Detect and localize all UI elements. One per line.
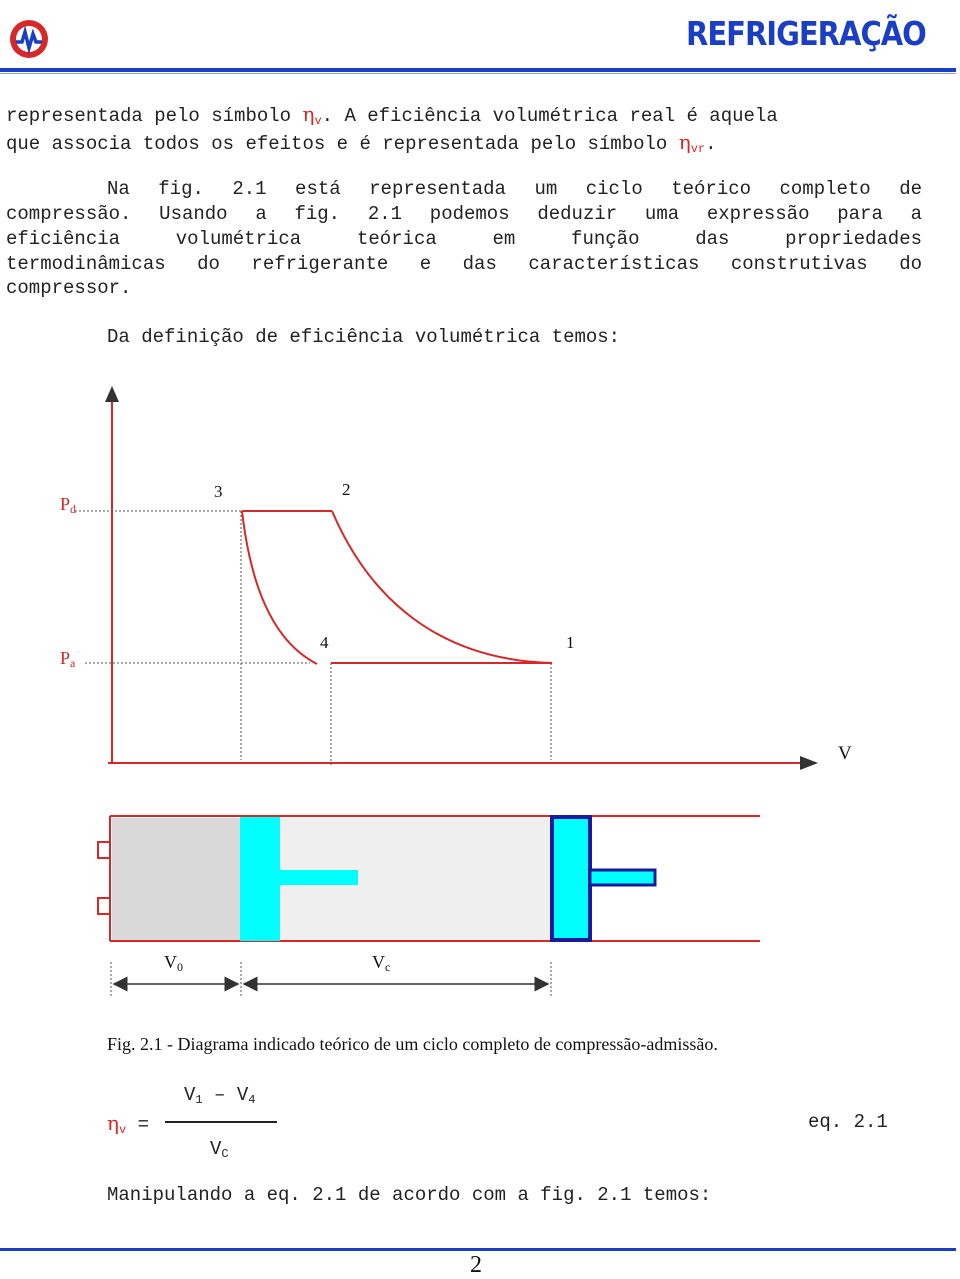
- point-3-label: 3: [214, 482, 223, 501]
- v0-label: $V_0$: [164, 952, 183, 974]
- eta-symbol: η: [302, 102, 315, 126]
- point-4-label: 4: [320, 633, 329, 652]
- body-line: compressão. Usando a fig. 2.1 podemos deduzir uma expressão para a: [6, 203, 922, 225]
- volume-axis-label: V: [838, 743, 852, 764]
- valve-top: [98, 842, 110, 858]
- body-line: compressor.: [6, 277, 132, 299]
- vc-label: $V_c$: [372, 952, 391, 974]
- eta-symbol: η: [678, 130, 691, 154]
- body-line: que associa todos os efeitos e é representada pelo símbolo $\eta_{vr}$.: [6, 130, 717, 156]
- piston-rod-bdc: [590, 870, 655, 885]
- point-2-label: 2: [342, 480, 351, 499]
- body-line: eficiência volumétrica teórica em função das propriedades: [6, 228, 922, 250]
- expansion-curve: [242, 511, 317, 664]
- body-line: Manipulando a eq. 2.1 de acordo com a fig. 2.1 temos:: [107, 1184, 712, 1206]
- pv-diagram: [0, 380, 960, 1000]
- company-logo: [8, 18, 50, 60]
- y-axis-arrow: [105, 386, 119, 402]
- footer-divider: [0, 1248, 956, 1251]
- header-divider-thin: [0, 73, 956, 74]
- body-line: termodinâmicas do refrigerante e das características construtivas do: [6, 253, 922, 275]
- x-axis-arrow: [800, 756, 818, 770]
- equation-numerator: $V_1 - V_4$: [184, 1084, 256, 1107]
- equation-label: eq. 2.1: [808, 1111, 888, 1133]
- piston-bdc: [552, 817, 590, 940]
- equation-lhs: $\eta_v$ =: [107, 1111, 149, 1137]
- figure-caption: Fig. 2.1 - Diagrama indicado teórico de um ciclo completo de compressão-admissão.: [107, 1034, 718, 1054]
- piston-tdc: [240, 817, 280, 941]
- equation-denominator: $V_C$: [210, 1138, 229, 1161]
- page-number: 2: [470, 1252, 482, 1278]
- pd-label: $P_d$: [60, 494, 77, 516]
- piston-rod-tdc: [280, 870, 358, 885]
- valve-bottom: [98, 898, 110, 914]
- clearance-volume: [112, 818, 240, 940]
- body-line: Da definição de eficiência volumétrica temos:: [107, 326, 621, 348]
- header-divider: [0, 68, 956, 72]
- point-1-label: 1: [566, 633, 575, 652]
- brand-title: REFRIGERAÇÃO: [686, 14, 926, 54]
- fraction-bar: [165, 1121, 277, 1123]
- pa-label: $P_a$: [60, 648, 76, 670]
- body-line: Na fig. 2.1 está representada um ciclo teórico completo de: [107, 178, 922, 200]
- compression-curve: [332, 511, 552, 663]
- body-line: representada pelo símbolo $\eta_v$. A eficiência volumétrica real é aquela: [6, 102, 778, 128]
